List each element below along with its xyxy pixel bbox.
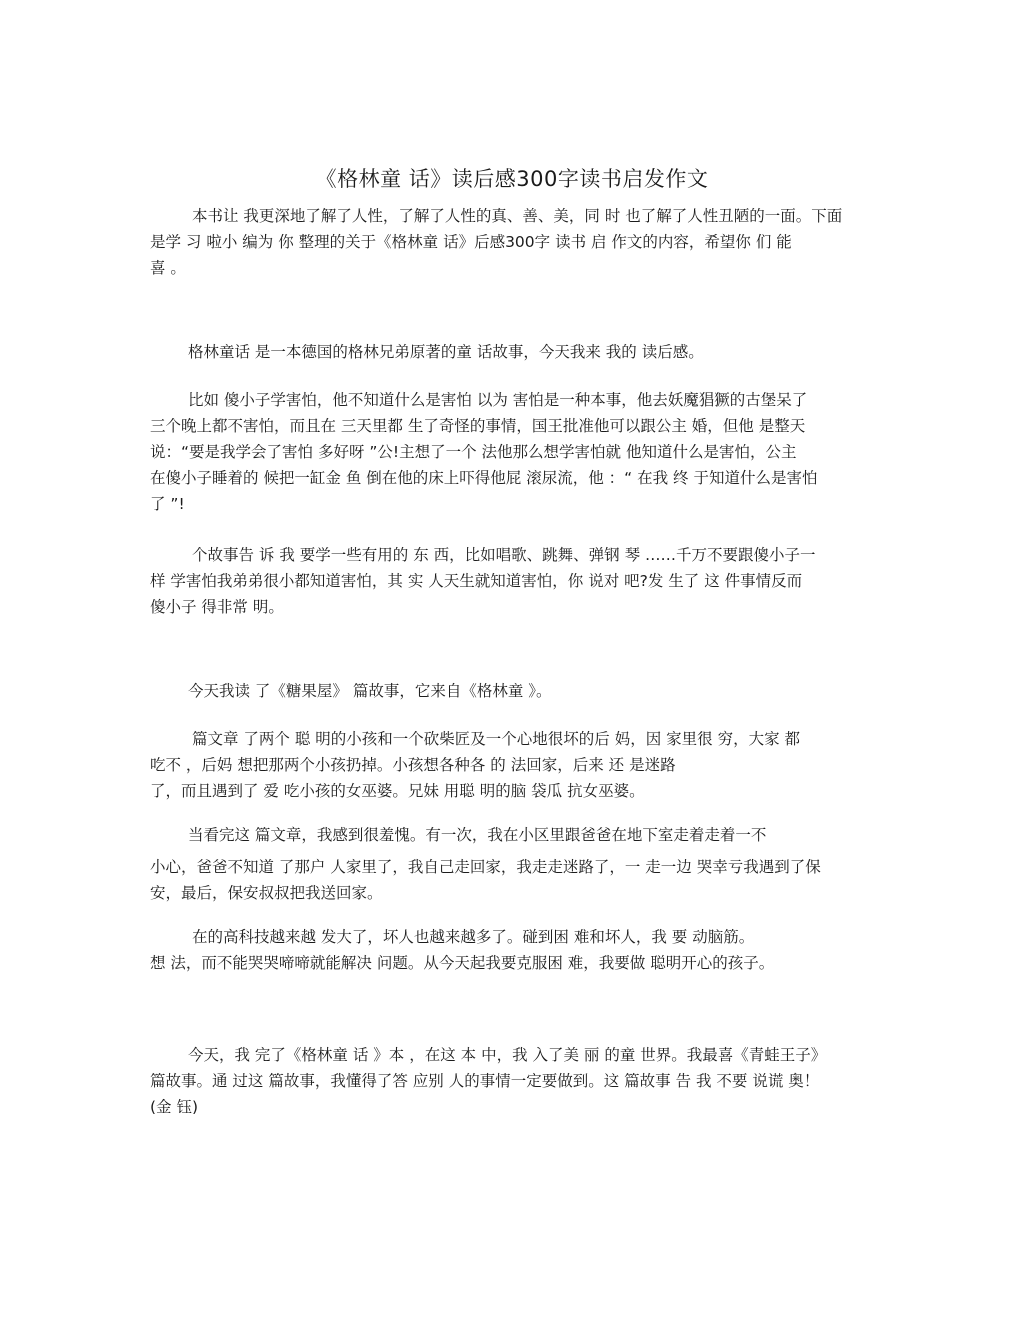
text-line: 吃不 ，后妈 想把那两个小孩扔掉。小孩想各种各 的 法回家，后来 还 是迷路 bbox=[150, 756, 676, 774]
text-line: 篇故事。通 过这 篇故事，我懂得了答 应别 人的事情一定要做到。这 篇故事 告 我 不要 说谎 奥！ bbox=[150, 1072, 820, 1090]
text-line: 今天我读 了《糖果屋》 篇故事，它来自《格林童 》。 bbox=[188, 682, 552, 700]
text-line: 当看完这 篇文章，我感到很羞愧。有一次，我在小区里跟爸爸在地下室走着走着一不 bbox=[188, 826, 767, 844]
text-line: 想 法，而不能哭哭啼啼就能解决 问题。从今天起我要克服困 难，我要做 聪明开心的孩子。 bbox=[150, 954, 775, 972]
text-line: 了 ”! bbox=[150, 495, 185, 513]
text-line: (金 钰) bbox=[150, 1098, 199, 1116]
text-line: 本书让 我更深地了解了人性，了解了人性的真、善、美，同 时 也了解了人性丑陋的一面。下面 bbox=[192, 207, 843, 225]
text-line: 比如 傻小子学害怕，他不知道什么是害怕 以为 害怕是一种本事，他去妖魔猖獗的古堡呆了 bbox=[188, 391, 808, 409]
document-title: 《格林童 话》读后感300字读书启发作文 bbox=[315, 167, 709, 191]
text-line: 是学 习 啦小 编为 你 整理的关于《格林童 话》后感300字 读书 启 作文的内容，希望你 们 能 bbox=[150, 233, 792, 251]
text-line: 在傻小子睡着的 候把一缸金 鱼 倒在他的床上吓得他屁 滚尿流，他 ：“ 在我 终 于知道什么是害怕 bbox=[150, 469, 818, 487]
text-line: 篇文章 了两个 聪 明的小孩和一个砍柴匠及一个心地很坏的后 妈，因 家里很 穷，大家 都 bbox=[192, 730, 800, 748]
text-line: 今天，我 完了《格林童 话 》本 ，在这 本 中，我 入了美 丽 的童 世界。我最喜《青蛙王子》 bbox=[188, 1046, 827, 1064]
text-line: 傻小子 得非常 明。 bbox=[150, 598, 284, 616]
text-line: 小心，爸爸不知道 了那户 人家里了，我自己走回家，我走走迷路了，一 走一边 哭幸亏我遇到了保 bbox=[150, 858, 821, 876]
text-line: 样 学害怕我弟弟很小都知道害怕，其 实 人天生就知道害怕，你 说对 吧?发 生了 这 件事情反而 bbox=[150, 572, 803, 590]
text-line: 格林童话 是一本德国的格林兄弟原著的童 话故事，今天我来 我的 读后感。 bbox=[188, 343, 704, 361]
text-line: 三个晚上都不害怕，而且在 三天里都 生了奇怪的事情，国王批准他可以跟公主 婚，但他 是整天 bbox=[150, 417, 806, 435]
text-line: 个故事告 诉 我 要学一些有用的 东 西，比如唱歌、跳舞、弹钢 琴 ……千万不要跟傻小子一 bbox=[192, 546, 816, 564]
text-line: 喜 。 bbox=[150, 259, 186, 277]
text-line: 说：“要是我学会了害怕 多好呀 ”公!主想了一个 法他那么想学害怕就 他知道什么是害怕，公主 bbox=[150, 443, 797, 461]
text-line: 在的高科技越来越 发大了，坏人也越来越多了。碰到困 难和坏人，我 要 动脑筋。 bbox=[192, 928, 755, 946]
text-line: 安，最后，保安叔叔把我送回家。 bbox=[150, 884, 383, 902]
text-line: 了，而且遇到了 爱 吃小孩的女巫婆。兄妹 用聪 明的脑 袋瓜 抗女巫婆。 bbox=[150, 782, 645, 800]
